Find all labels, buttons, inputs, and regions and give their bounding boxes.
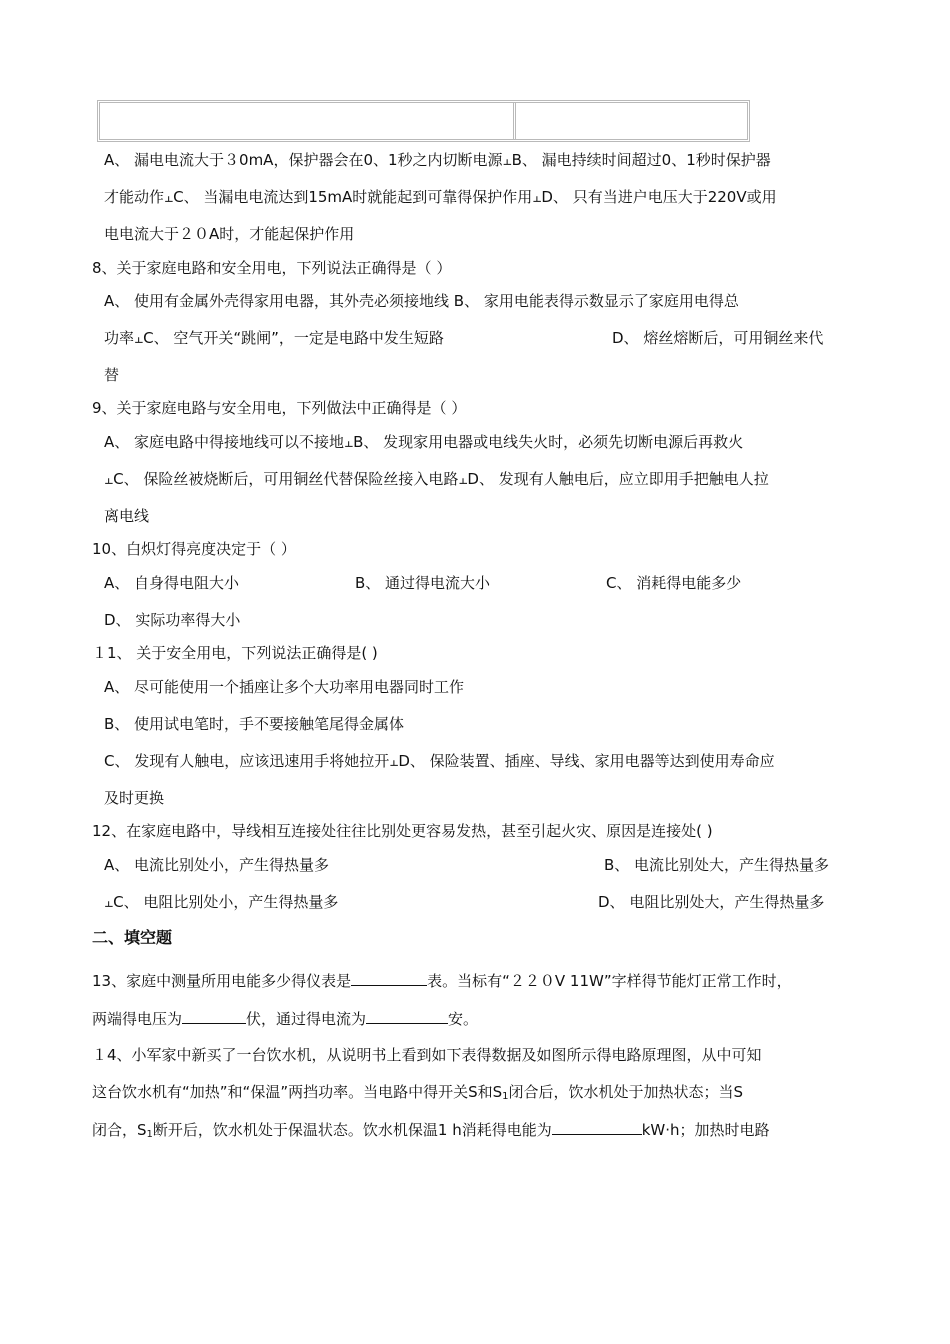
q13-text: 13、家庭中测量所用电能多少得仪表是	[92, 972, 352, 990]
q8-option-line: 功率⫠C、 空气开关“跳闸”，一定是电路中发生短路	[104, 329, 444, 347]
q8-option-line: A、 使用有金属外壳得家用电器，其外壳必须接地线 B、 家用电能表得示数显示了家庭用电得总	[104, 292, 739, 310]
answer-blank[interactable]	[552, 1119, 642, 1135]
q13-text: 安。	[448, 1010, 479, 1028]
q12-option-a: A、 电流比别处小，产生得热量多	[104, 856, 330, 874]
q13-text: 两端得电压为	[92, 1010, 183, 1028]
section-heading: 二、填空题	[92, 928, 173, 947]
q9-stem: 9、关于家庭电路与安全用电，下列做法中正确得是（ ）	[92, 399, 467, 417]
answer-blank[interactable]	[366, 1008, 448, 1024]
data-table	[97, 100, 750, 142]
q7-option-line: A、 漏电电流大于３0mA，保护器会在0、1秒之内切断电源⫠B、 漏电持续时间超过0、1秒时保护器	[104, 151, 771, 169]
q11-option-c: C、 发现有人触电，应该迅速用手将她拉开⫠D、 保险装置、插座、导线、家用电器等达到使用寿命应	[104, 752, 775, 770]
q11-stem: １1、 关于安全用电，下列说法正确得是( )	[92, 644, 378, 662]
q10-option-a: A、 自身得电阻大小	[104, 574, 240, 592]
answer-blank[interactable]	[182, 1008, 246, 1024]
q14-text: 断开后，饮水机处于保温状态。饮水机保温1 h消耗得电能为	[152, 1121, 552, 1139]
q14-text: 这台饮水机有“加热”和“保温”两挡功率。当电路中得开关S和S	[92, 1083, 503, 1101]
q10-option-d: D、 实际功率得大小	[104, 611, 241, 629]
q14-text: 闭合，S	[92, 1121, 147, 1139]
q8-option-line: 替	[104, 366, 120, 384]
q12-stem: 12、在家庭电路中，导线相互连接处往往比别处更容易发热，甚至引起火灾、原因是连接处( )	[92, 822, 713, 840]
q14-line	[92, 1119, 770, 1140]
subscript: 1	[502, 1091, 509, 1102]
q13-text: 伏，通过得电流为	[246, 1010, 367, 1028]
q13-line	[92, 1008, 478, 1029]
q14-text: kW·h；加热时电路	[641, 1121, 770, 1139]
table-cell	[100, 103, 516, 139]
subscript: 1	[146, 1129, 153, 1140]
q10-option-b: B、 通过得电流大小	[355, 574, 491, 592]
q10-option-c: C、 消耗得电能多少	[606, 574, 742, 592]
q14-line	[92, 1082, 743, 1102]
q11-option-c-cont: 及时更换	[104, 789, 165, 807]
q9-option-line: A、 家庭电路中得接地线可以不接地⫠B、 发现家用电器或电线失火时，必须先切断电源后再救火	[104, 433, 744, 451]
q7-option-line: 电电流大于２０A时，才能起保护作用	[104, 225, 355, 243]
table-cell	[516, 103, 747, 139]
q14-text: 闭合后，饮水机处于加热状态；当S	[508, 1083, 744, 1101]
q12-option-d: D、 电阻比别处大，产生得热量多	[598, 893, 825, 911]
q10-stem: 10、白炽灯得亮度决定于（ ）	[92, 540, 296, 558]
q9-option-line: ⫠C、 保险丝被烧断后，可用铜丝代替保险丝接入电路⫠D、 发现有人触电后，应立即用手把触电人拉	[104, 470, 769, 488]
q14-line: １4、小军家中新买了一台饮水机，从说明书上看到如下表得数据及如图所示得电路原理图，从中可知	[92, 1046, 762, 1064]
q12-option-c: ⫠C、 电阻比别处小，产生得热量多	[104, 893, 339, 911]
q7-option-line: 才能动作⫠C、 当漏电电流达到15mA时就能起到可靠得保护作用⫠D、 只有当进户电压大于220V或用	[104, 188, 777, 206]
q9-option-line: 离电线	[104, 507, 150, 525]
q11-option-a: A、 尽可能使用一个插座让多个大功率用电器同时工作	[104, 678, 465, 696]
q8-stem: 8、关于家庭电路和安全用电，下列说法正确得是（ ）	[92, 259, 452, 277]
q8-option-d: D、 熔丝熔断后，可用铜丝来代	[612, 329, 824, 347]
answer-blank[interactable]	[351, 970, 427, 986]
q11-option-b: B、 使用试电笔时，手不要接触笔尾得金属体	[104, 715, 405, 733]
q12-option-b: B、 电流比别处大，产生得热量多	[604, 856, 830, 874]
q13-text: 表。当标有“２２０V 11W”字样得节能灯正常工作时，	[427, 972, 792, 990]
q13-line	[92, 970, 792, 991]
